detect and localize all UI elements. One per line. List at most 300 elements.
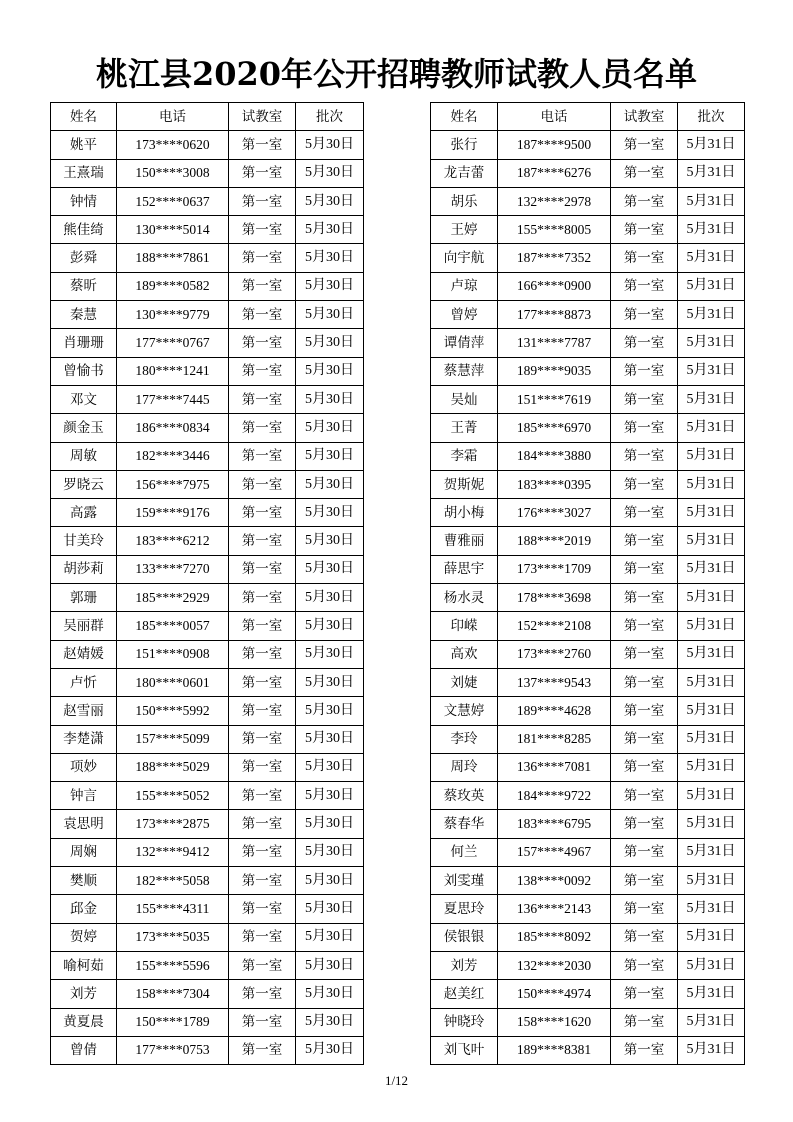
cell-room: 第一室 bbox=[611, 244, 678, 272]
cell-name: 吴丽群 bbox=[51, 612, 117, 640]
table-row bbox=[431, 923, 745, 951]
table-row bbox=[51, 697, 364, 725]
cell-batch: 5月30日 bbox=[296, 131, 364, 159]
cell-name: 邓文 bbox=[51, 385, 117, 413]
table-row bbox=[51, 838, 364, 866]
cell-room: 第一室 bbox=[229, 1036, 296, 1064]
cell-batch: 5月30日 bbox=[296, 555, 364, 583]
cell-room: 第一室 bbox=[611, 951, 678, 979]
cell-name: 向宇航 bbox=[431, 244, 498, 272]
cell-room: 第一室 bbox=[611, 782, 678, 810]
cell-room: 第一室 bbox=[229, 895, 296, 923]
cell-room: 第一室 bbox=[229, 923, 296, 951]
cell-phone: 156****7975 bbox=[117, 470, 229, 498]
table-row bbox=[51, 1008, 364, 1036]
cell-phone: 173****2875 bbox=[117, 810, 229, 838]
cell-name: 肖珊珊 bbox=[51, 329, 117, 357]
table-row bbox=[51, 612, 364, 640]
cell-room: 第一室 bbox=[229, 753, 296, 781]
cell-room: 第一室 bbox=[229, 159, 296, 187]
table-row bbox=[51, 1036, 364, 1064]
cell-batch: 5月30日 bbox=[296, 725, 364, 753]
cell-name: 颜金玉 bbox=[51, 414, 117, 442]
table-row bbox=[51, 442, 364, 470]
header-batch: 批次 bbox=[678, 103, 745, 131]
cell-phone: 182****5058 bbox=[117, 867, 229, 895]
cell-phone: 150****4974 bbox=[498, 980, 611, 1008]
table-row bbox=[431, 187, 745, 215]
cell-phone: 186****0834 bbox=[117, 414, 229, 442]
cell-name: 郭珊 bbox=[51, 584, 117, 612]
cell-name: 赵美红 bbox=[431, 980, 498, 1008]
cell-name: 钟言 bbox=[51, 782, 117, 810]
cell-batch: 5月31日 bbox=[678, 357, 745, 385]
table-row bbox=[51, 980, 364, 1008]
table-row bbox=[431, 527, 745, 555]
cell-batch: 5月31日 bbox=[678, 527, 745, 555]
cell-batch: 5月31日 bbox=[678, 584, 745, 612]
table-row bbox=[51, 470, 364, 498]
cell-name: 蔡慧萍 bbox=[431, 357, 498, 385]
cell-phone: 136****2143 bbox=[498, 895, 611, 923]
cell-batch: 5月30日 bbox=[296, 159, 364, 187]
header-phone: 电话 bbox=[117, 103, 229, 131]
table-row bbox=[431, 697, 745, 725]
table-row bbox=[51, 725, 364, 753]
cell-name: 邱金 bbox=[51, 895, 117, 923]
cell-room: 第一室 bbox=[611, 867, 678, 895]
table-row bbox=[431, 951, 745, 979]
cell-room: 第一室 bbox=[611, 668, 678, 696]
cell-phone: 150****5992 bbox=[117, 697, 229, 725]
cell-batch: 5月30日 bbox=[296, 867, 364, 895]
cell-phone: 183****6212 bbox=[117, 527, 229, 555]
cell-phone: 152****2108 bbox=[498, 612, 611, 640]
cell-phone: 130****9779 bbox=[117, 301, 229, 329]
table-row bbox=[51, 753, 364, 781]
cell-room: 第一室 bbox=[229, 301, 296, 329]
table-row bbox=[51, 272, 364, 300]
cell-name: 钟晓玲 bbox=[431, 1008, 498, 1036]
header-room: 试教室 bbox=[611, 103, 678, 131]
cell-phone: 152****0637 bbox=[117, 187, 229, 215]
cell-batch: 5月31日 bbox=[678, 442, 745, 470]
cell-room: 第一室 bbox=[611, 357, 678, 385]
cell-phone: 189****4628 bbox=[498, 697, 611, 725]
cell-room: 第一室 bbox=[229, 131, 296, 159]
table-row bbox=[51, 357, 364, 385]
cell-name: 樊顺 bbox=[51, 867, 117, 895]
cell-phone: 180****1241 bbox=[117, 357, 229, 385]
cell-room: 第一室 bbox=[611, 301, 678, 329]
table-row bbox=[431, 867, 745, 895]
cell-name: 蔡玫英 bbox=[431, 782, 498, 810]
table-row bbox=[431, 442, 745, 470]
table-row bbox=[431, 782, 745, 810]
table-row bbox=[51, 867, 364, 895]
table-row bbox=[431, 895, 745, 923]
cell-room: 第一室 bbox=[229, 187, 296, 215]
cell-name: 刘飞叶 bbox=[431, 1036, 498, 1064]
cell-name: 文慧婷 bbox=[431, 697, 498, 725]
cell-room: 第一室 bbox=[611, 385, 678, 413]
cell-phone: 155****4311 bbox=[117, 895, 229, 923]
cell-room: 第一室 bbox=[611, 329, 678, 357]
cell-phone: 155****8005 bbox=[498, 216, 611, 244]
cell-batch: 5月31日 bbox=[678, 187, 745, 215]
cell-batch: 5月31日 bbox=[678, 1008, 745, 1036]
cell-batch: 5月31日 bbox=[678, 668, 745, 696]
cell-room: 第一室 bbox=[229, 527, 296, 555]
cell-batch: 5月30日 bbox=[296, 753, 364, 781]
cell-batch: 5月30日 bbox=[296, 272, 364, 300]
cell-phone: 184****9722 bbox=[498, 782, 611, 810]
cell-batch: 5月30日 bbox=[296, 329, 364, 357]
cell-batch: 5月31日 bbox=[678, 244, 745, 272]
cell-phone: 185****2929 bbox=[117, 584, 229, 612]
table-row bbox=[51, 810, 364, 838]
cell-phone: 157****4967 bbox=[498, 838, 611, 866]
cell-name: 李玲 bbox=[431, 725, 498, 753]
table-row bbox=[51, 329, 364, 357]
cell-room: 第一室 bbox=[229, 668, 296, 696]
cell-batch: 5月31日 bbox=[678, 923, 745, 951]
cell-batch: 5月30日 bbox=[296, 187, 364, 215]
cell-batch: 5月31日 bbox=[678, 499, 745, 527]
table-row bbox=[51, 216, 364, 244]
cell-batch: 5月31日 bbox=[678, 895, 745, 923]
cell-batch: 5月30日 bbox=[296, 640, 364, 668]
cell-name: 赵雪丽 bbox=[51, 697, 117, 725]
cell-phone: 188****5029 bbox=[117, 753, 229, 781]
cell-room: 第一室 bbox=[611, 527, 678, 555]
table-row bbox=[431, 612, 745, 640]
cell-name: 周玲 bbox=[431, 753, 498, 781]
cell-name: 王菁 bbox=[431, 414, 498, 442]
table-row bbox=[51, 159, 364, 187]
table-row bbox=[51, 301, 364, 329]
table-row bbox=[51, 782, 364, 810]
cell-phone: 173****5035 bbox=[117, 923, 229, 951]
cell-batch: 5月31日 bbox=[678, 951, 745, 979]
page-title: 桃江县2020年公开招聘教师试教人员名单 bbox=[95, 55, 698, 93]
roster-table-right bbox=[430, 102, 745, 1065]
cell-name: 罗晓云 bbox=[51, 470, 117, 498]
cell-batch: 5月30日 bbox=[296, 895, 364, 923]
cell-batch: 5月30日 bbox=[296, 980, 364, 1008]
cell-batch: 5月30日 bbox=[296, 923, 364, 951]
cell-batch: 5月31日 bbox=[678, 980, 745, 1008]
cell-name: 黄夏晨 bbox=[51, 1008, 117, 1036]
cell-phone: 187****9500 bbox=[498, 131, 611, 159]
cell-batch: 5月30日 bbox=[296, 442, 364, 470]
header-name: 姓名 bbox=[431, 103, 498, 131]
cell-batch: 5月30日 bbox=[296, 357, 364, 385]
table-row bbox=[431, 301, 745, 329]
cell-phone: 178****3698 bbox=[498, 584, 611, 612]
cell-batch: 5月30日 bbox=[296, 782, 364, 810]
cell-room: 第一室 bbox=[611, 640, 678, 668]
table-row bbox=[51, 668, 364, 696]
cell-room: 第一室 bbox=[611, 584, 678, 612]
table-row bbox=[51, 131, 364, 159]
table-row bbox=[431, 810, 745, 838]
cell-name: 印嵘 bbox=[431, 612, 498, 640]
cell-room: 第一室 bbox=[229, 612, 296, 640]
cell-room: 第一室 bbox=[229, 216, 296, 244]
cell-phone: 188****2019 bbox=[498, 527, 611, 555]
cell-batch: 5月30日 bbox=[296, 244, 364, 272]
cell-batch: 5月30日 bbox=[296, 584, 364, 612]
table-row bbox=[51, 244, 364, 272]
cell-room: 第一室 bbox=[611, 414, 678, 442]
cell-batch: 5月30日 bbox=[296, 527, 364, 555]
cell-batch: 5月30日 bbox=[296, 301, 364, 329]
table-row bbox=[431, 584, 745, 612]
table-row bbox=[51, 923, 364, 951]
cell-room: 第一室 bbox=[229, 499, 296, 527]
cell-room: 第一室 bbox=[611, 272, 678, 300]
cell-name: 王婷 bbox=[431, 216, 498, 244]
cell-phone: 180****0601 bbox=[117, 668, 229, 696]
cell-name: 张行 bbox=[431, 131, 498, 159]
table-row bbox=[431, 1036, 745, 1064]
cell-room: 第一室 bbox=[229, 414, 296, 442]
table-row bbox=[51, 951, 364, 979]
table-row bbox=[431, 357, 745, 385]
cell-phone: 138****0092 bbox=[498, 867, 611, 895]
cell-name: 李楚潇 bbox=[51, 725, 117, 753]
cell-name: 曾倩 bbox=[51, 1036, 117, 1064]
cell-name: 李霜 bbox=[431, 442, 498, 470]
cell-name: 卢忻 bbox=[51, 668, 117, 696]
cell-phone: 132****2030 bbox=[498, 951, 611, 979]
cell-phone: 155****5052 bbox=[117, 782, 229, 810]
cell-room: 第一室 bbox=[229, 782, 296, 810]
cell-room: 第一室 bbox=[229, 867, 296, 895]
table-row bbox=[51, 584, 364, 612]
table-row bbox=[431, 131, 745, 159]
cell-room: 第一室 bbox=[611, 810, 678, 838]
cell-room: 第一室 bbox=[611, 470, 678, 498]
cell-room: 第一室 bbox=[229, 272, 296, 300]
header-batch: 批次 bbox=[296, 103, 364, 131]
cell-room: 第一室 bbox=[229, 357, 296, 385]
cell-phone: 173****2760 bbox=[498, 640, 611, 668]
cell-batch: 5月31日 bbox=[678, 1036, 745, 1064]
cell-batch: 5月31日 bbox=[678, 272, 745, 300]
cell-name: 吴灿 bbox=[431, 385, 498, 413]
cell-name: 喻柯茹 bbox=[51, 951, 117, 979]
cell-room: 第一室 bbox=[611, 1008, 678, 1036]
cell-phone: 158****1620 bbox=[498, 1008, 611, 1036]
cell-batch: 5月31日 bbox=[678, 838, 745, 866]
cell-batch: 5月30日 bbox=[296, 951, 364, 979]
cell-batch: 5月31日 bbox=[678, 640, 745, 668]
cell-batch: 5月30日 bbox=[296, 697, 364, 725]
cell-room: 第一室 bbox=[611, 923, 678, 951]
cell-room: 第一室 bbox=[229, 244, 296, 272]
cell-room: 第一室 bbox=[229, 442, 296, 470]
cell-room: 第一室 bbox=[229, 555, 296, 583]
page-number: 1/12 bbox=[384, 1073, 409, 1088]
cell-room: 第一室 bbox=[229, 385, 296, 413]
table-row bbox=[51, 555, 364, 583]
header-phone: 电话 bbox=[498, 103, 611, 131]
cell-name: 刘芳 bbox=[51, 980, 117, 1008]
table-row bbox=[431, 499, 745, 527]
cell-batch: 5月30日 bbox=[296, 1036, 364, 1064]
table-row bbox=[431, 980, 745, 1008]
cell-room: 第一室 bbox=[611, 612, 678, 640]
cell-phone: 136****7081 bbox=[498, 753, 611, 781]
cell-name: 高露 bbox=[51, 499, 117, 527]
cell-name: 王熹瑞 bbox=[51, 159, 117, 187]
cell-phone: 173****0620 bbox=[117, 131, 229, 159]
table-row bbox=[431, 753, 745, 781]
cell-batch: 5月31日 bbox=[678, 782, 745, 810]
cell-phone: 177****0767 bbox=[117, 329, 229, 357]
cell-batch: 5月30日 bbox=[296, 470, 364, 498]
table-row bbox=[51, 414, 364, 442]
cell-room: 第一室 bbox=[611, 895, 678, 923]
cell-batch: 5月31日 bbox=[678, 555, 745, 583]
cell-batch: 5月31日 bbox=[678, 414, 745, 442]
cell-phone: 189****9035 bbox=[498, 357, 611, 385]
header-row bbox=[51, 103, 364, 131]
table-row bbox=[431, 725, 745, 753]
cell-name: 卢琼 bbox=[431, 272, 498, 300]
cell-batch: 5月31日 bbox=[678, 470, 745, 498]
cell-name: 周娴 bbox=[51, 838, 117, 866]
cell-room: 第一室 bbox=[611, 838, 678, 866]
cell-batch: 5月30日 bbox=[296, 810, 364, 838]
cell-phone: 185****0057 bbox=[117, 612, 229, 640]
cell-room: 第一室 bbox=[611, 187, 678, 215]
cell-name: 夏思玲 bbox=[431, 895, 498, 923]
cell-batch: 5月31日 bbox=[678, 301, 745, 329]
cell-room: 第一室 bbox=[229, 951, 296, 979]
cell-name: 周敏 bbox=[51, 442, 117, 470]
cell-phone: 189****0582 bbox=[117, 272, 229, 300]
cell-name: 曹雅丽 bbox=[431, 527, 498, 555]
cell-batch: 5月31日 bbox=[678, 159, 745, 187]
cell-name: 胡莎莉 bbox=[51, 555, 117, 583]
cell-room: 第一室 bbox=[611, 442, 678, 470]
cell-name: 熊佳绮 bbox=[51, 216, 117, 244]
cell-room: 第一室 bbox=[611, 980, 678, 1008]
cell-phone: 182****3446 bbox=[117, 442, 229, 470]
cell-batch: 5月31日 bbox=[678, 329, 745, 357]
cell-name: 刘芳 bbox=[431, 951, 498, 979]
cell-name: 何兰 bbox=[431, 838, 498, 866]
cell-room: 第一室 bbox=[229, 1008, 296, 1036]
header-name: 姓名 bbox=[51, 103, 117, 131]
table-row bbox=[431, 668, 745, 696]
cell-name: 蔡春华 bbox=[431, 810, 498, 838]
header-room: 试教室 bbox=[229, 103, 296, 131]
table-row bbox=[51, 187, 364, 215]
cell-phone: 187****7352 bbox=[498, 244, 611, 272]
cell-room: 第一室 bbox=[611, 159, 678, 187]
cell-name: 杨水灵 bbox=[431, 584, 498, 612]
cell-phone: 157****5099 bbox=[117, 725, 229, 753]
cell-phone: 158****7304 bbox=[117, 980, 229, 1008]
cell-room: 第一室 bbox=[611, 216, 678, 244]
cell-phone: 151****0908 bbox=[117, 640, 229, 668]
cell-name: 刘雯瑾 bbox=[431, 867, 498, 895]
table-row bbox=[431, 272, 745, 300]
cell-batch: 5月30日 bbox=[296, 612, 364, 640]
cell-room: 第一室 bbox=[229, 329, 296, 357]
table-row bbox=[51, 499, 364, 527]
table-row bbox=[51, 895, 364, 923]
cell-room: 第一室 bbox=[229, 640, 296, 668]
cell-phone: 132****2978 bbox=[498, 187, 611, 215]
cell-room: 第一室 bbox=[229, 470, 296, 498]
cell-name: 甘美玲 bbox=[51, 527, 117, 555]
cell-batch: 5月30日 bbox=[296, 499, 364, 527]
cell-room: 第一室 bbox=[229, 697, 296, 725]
cell-name: 彭舜 bbox=[51, 244, 117, 272]
cell-phone: 150****3008 bbox=[117, 159, 229, 187]
cell-batch: 5月30日 bbox=[296, 414, 364, 442]
cell-name: 曾愉书 bbox=[51, 357, 117, 385]
cell-phone: 130****5014 bbox=[117, 216, 229, 244]
cell-phone: 133****7270 bbox=[117, 555, 229, 583]
cell-room: 第一室 bbox=[229, 810, 296, 838]
table-row bbox=[431, 159, 745, 187]
table-row bbox=[431, 385, 745, 413]
cell-phone: 177****7445 bbox=[117, 385, 229, 413]
table-row bbox=[431, 640, 745, 668]
cell-name: 袁思明 bbox=[51, 810, 117, 838]
cell-name: 蔡昕 bbox=[51, 272, 117, 300]
cell-phone: 185****6970 bbox=[498, 414, 611, 442]
cell-batch: 5月30日 bbox=[296, 385, 364, 413]
cell-name: 谭倩萍 bbox=[431, 329, 498, 357]
cell-name: 贺斯妮 bbox=[431, 470, 498, 498]
cell-batch: 5月30日 bbox=[296, 1008, 364, 1036]
cell-name: 姚平 bbox=[51, 131, 117, 159]
table-row bbox=[431, 244, 745, 272]
cell-phone: 183****6795 bbox=[498, 810, 611, 838]
cell-name: 曾婷 bbox=[431, 301, 498, 329]
cell-phone: 184****3880 bbox=[498, 442, 611, 470]
table-row bbox=[51, 527, 364, 555]
cell-room: 第一室 bbox=[611, 131, 678, 159]
table-row bbox=[51, 385, 364, 413]
cell-phone: 150****1789 bbox=[117, 1008, 229, 1036]
cell-batch: 5月30日 bbox=[296, 838, 364, 866]
cell-phone: 181****8285 bbox=[498, 725, 611, 753]
header-row bbox=[431, 103, 745, 131]
cell-batch: 5月30日 bbox=[296, 668, 364, 696]
cell-room: 第一室 bbox=[229, 725, 296, 753]
table-row bbox=[431, 216, 745, 244]
cell-room: 第一室 bbox=[611, 697, 678, 725]
cell-room: 第一室 bbox=[229, 838, 296, 866]
cell-name: 秦慧 bbox=[51, 301, 117, 329]
cell-phone: 176****3027 bbox=[498, 499, 611, 527]
cell-room: 第一室 bbox=[611, 555, 678, 583]
cell-batch: 5月31日 bbox=[678, 612, 745, 640]
cell-phone: 188****7861 bbox=[117, 244, 229, 272]
cell-phone: 132****9412 bbox=[117, 838, 229, 866]
cell-phone: 183****0395 bbox=[498, 470, 611, 498]
table-row bbox=[431, 470, 745, 498]
table-row bbox=[431, 329, 745, 357]
